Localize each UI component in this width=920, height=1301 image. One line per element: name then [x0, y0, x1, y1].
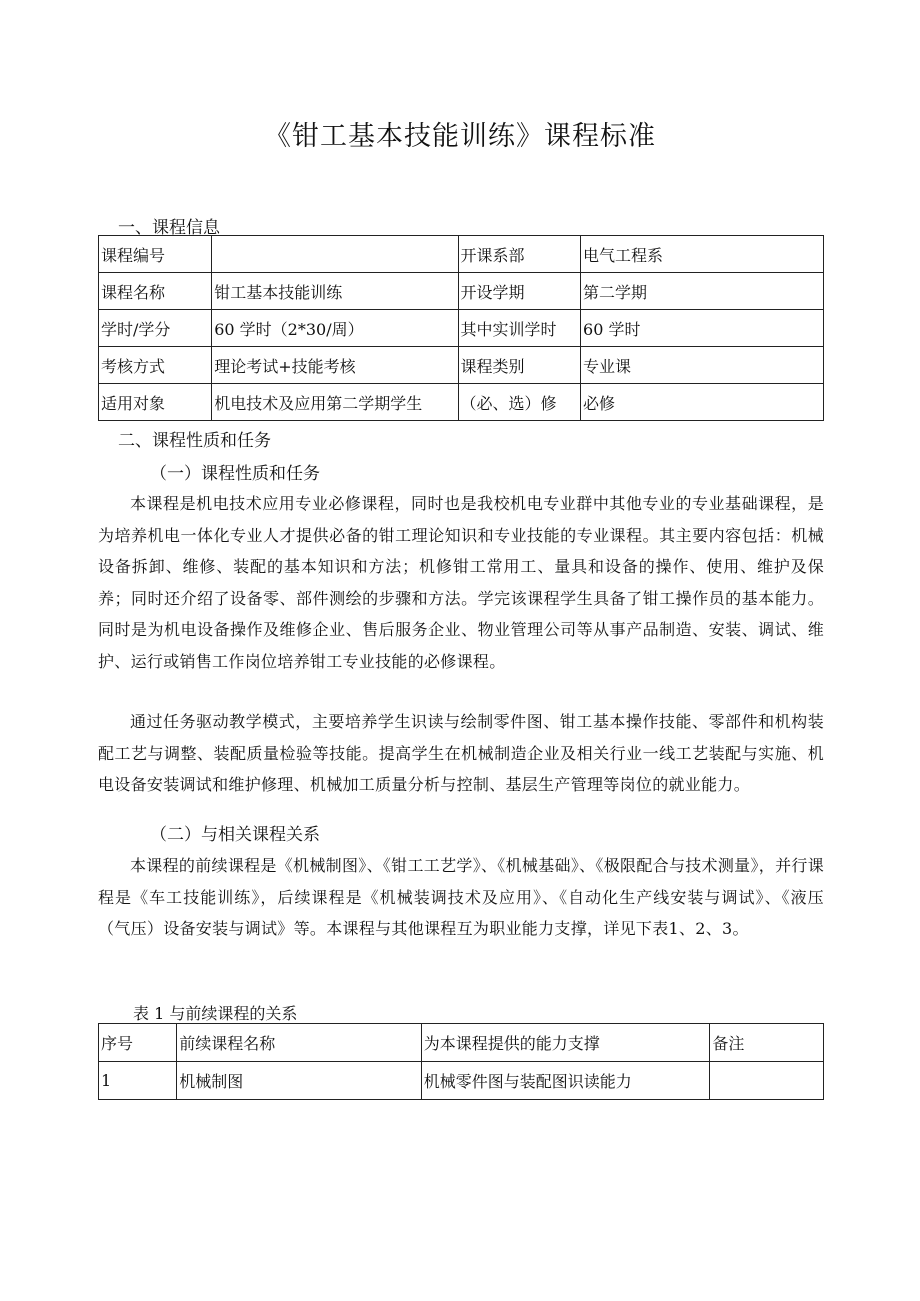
table-cell: 学时/学分 — [99, 310, 212, 347]
table-header-cell: 前续课程名称 — [177, 1024, 421, 1062]
table-row — [99, 347, 824, 384]
table-cell: 60 学时 — [581, 310, 824, 347]
table-cell: 课程类别 — [458, 347, 581, 384]
document-title: 《钳工基本技能训练》课程标准 — [264, 121, 656, 152]
table-header-row — [99, 1024, 824, 1062]
table-header-cell: 序号 — [99, 1024, 177, 1062]
table-cell: 机械制图 — [177, 1062, 421, 1100]
table-cell: 电气工程系 — [581, 236, 824, 273]
paragraph-related-courses: 本课程的前续课程是《机械制图》、《钳工工艺学》、《机械基础》、《极限配合与技术测量》，并行课程是《车工技能训练》，后续课程是《机械装调技术及应用》、《自动化生产线安装与调试》、《液压（气压）设备安装与调试》等。本课程与其他课程互为职业能力支撑，详见下表1、2、3。 — [98, 856, 824, 938]
table-cell: 60 学时（2*30/周） — [212, 310, 458, 347]
table-cell: 开设学期 — [458, 273, 581, 310]
table-row — [99, 273, 824, 310]
table-cell: 课程编号 — [99, 236, 212, 273]
table-cell: 专业课 — [581, 347, 824, 384]
table-cell: 开课系部 — [458, 236, 581, 273]
subsection-heading-related-courses: （二）与相关课程关系 — [150, 825, 320, 845]
table-cell: 机械零件图与装配图识读能力 — [421, 1062, 710, 1100]
paragraph-nature-1: 本课程是机电技术应用专业必修课程，同时也是我校机电专业群中其他专业的专业基础课程，是为培养机电一体化专业人才提供必备的钳工理论知识和专业技能的专业课程。其主要内容包括：机械设备拆卸、维修、装配的基本知识和方法；机修钳工常用工、量具和设备的操作、使用、维护及保养；同时还介绍了设备零、部件测绘的步骤和方法。学完该课程学生具备了钳工操作员的基本能力。同时是为机电设备操作及维修企业、售后服务企业、物业管理公司等从事产品制造、安装、调试、维护、运行或销售工作岗位培养钳工专业技能的必修课程。 — [98, 494, 824, 671]
subsection-heading-nature-tasks: （一）课程性质和任务 — [150, 464, 320, 484]
table-header-cell: 为本课程提供的能力支撑 — [421, 1024, 710, 1062]
table-cell: 1 — [99, 1062, 177, 1100]
table-row — [99, 1062, 824, 1100]
table-row — [99, 310, 824, 347]
table-cell: 其中实训学时 — [458, 310, 581, 347]
course-info-table — [98, 235, 824, 421]
table-cell: 第二学期 — [581, 273, 824, 310]
table-header-cell: 备注 — [710, 1024, 824, 1062]
table-cell: 课程名称 — [99, 273, 212, 310]
table-cell: 考核方式 — [99, 347, 212, 384]
table-cell: 机电技术及应用第二学期学生 — [212, 384, 458, 421]
prerequisite-courses-table — [98, 1023, 824, 1100]
table-cell: 适用对象 — [99, 384, 212, 421]
table-cell: 必修 — [581, 384, 824, 421]
table-row — [99, 384, 824, 421]
table-cell: 理论考试+技能考核 — [212, 347, 458, 384]
table-cell — [212, 236, 458, 273]
paragraph-nature-2: 通过任务驱动教学模式，主要培养学生识读与绘制零件图、钳工基本操作技能、零部件和机构装配工艺与调整、装配质量检验等技能。提高学生在机械制造企业及相关行业一线工艺装配与实施、机电设备安装调试和维护修理、机械加工质量分析与控制、基层生产管理等岗位的就业能力。 — [98, 712, 824, 794]
table-cell: 钳工基本技能训练 — [212, 273, 458, 310]
table-cell — [710, 1062, 824, 1100]
section-heading-course-info: 一、课程信息 — [118, 218, 220, 238]
table-cell: （必、选）修 — [458, 384, 581, 421]
table-caption: 表 1 与前续课程的关系 — [133, 1004, 298, 1023]
table-row — [99, 236, 824, 273]
section-heading-course-nature: 二、课程性质和任务 — [118, 431, 271, 451]
